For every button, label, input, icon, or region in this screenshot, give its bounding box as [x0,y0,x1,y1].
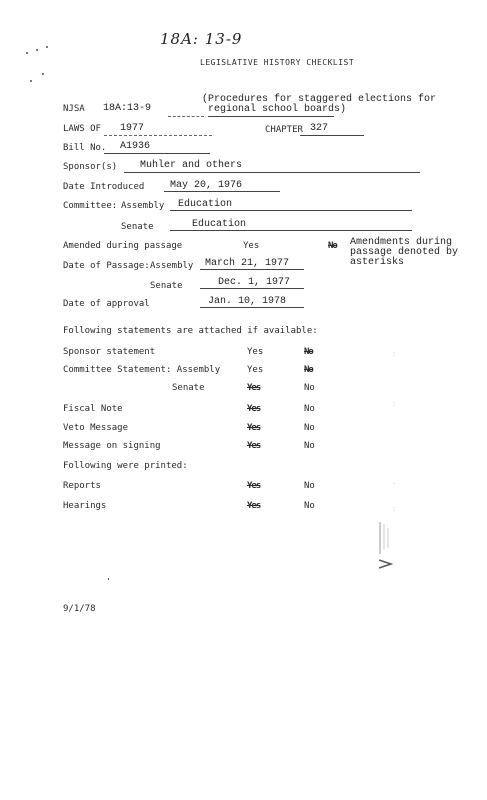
passage-label: Date of Passage: [63,261,150,271]
faint-stamp-icon [376,520,396,570]
faint-mark: : [392,350,397,358]
speck [36,49,38,51]
amended-no-struck: No [328,241,337,251]
passage-senate-underline [200,288,304,289]
speck [46,46,48,48]
statement-no-committee-senate: No [304,383,315,393]
statement-no-message-on-signing: No [304,441,315,451]
passage-assembly-underline [200,269,304,270]
committee-assembly-underline [170,210,412,211]
committee-senate-underline [170,230,412,231]
faint-mark: : [392,400,397,408]
printed-label-reports: Reports [63,481,101,491]
laws-value: 1977 [120,123,145,134]
faint-mark: · [392,480,397,488]
handwritten-reference: 18A: 13-9 [160,30,243,48]
speck [30,80,32,82]
approval-label: Date of approval [63,299,150,309]
statement-yes-struck-fiscal-note: Yes [247,404,261,414]
statement-label-message-on-signing: Message on signing [63,441,161,451]
page-title: LEGISLATIVE HISTORY CHECKLIST [200,58,355,67]
statement-no-fiscal-note: No [304,404,315,414]
amended-note-line1: Amendments during [350,237,453,248]
statement-yes-struck-message-on-signing: Yes [247,441,261,451]
committee-label: Committee: [63,201,118,211]
passage-senate-label: Senate [150,281,183,291]
committee-senate-label: Senate [121,222,154,232]
approval-underline [200,307,304,308]
njsa-description-line2: regional school boards) [208,104,347,115]
passage-senate-value: Dec. 1, 1977 [218,277,291,288]
committee-assembly-value: Education [178,199,233,210]
statement-label-committee-senate: Senate [172,383,205,393]
footer-date: 9/1/78 [63,604,96,614]
approval-value: Jan. 10, 1978 [208,296,287,307]
speck [26,52,28,54]
printed-heading: Following were printed: [63,461,188,471]
faint-mark: : [392,505,397,513]
attached-heading: Following statements are attached if available: [63,326,318,336]
njsa-description-line1: (Procedures for staggered elections for [202,94,437,105]
printed-yes-struck-reports: Yes [247,481,261,491]
njsa-label: NJSA [63,104,85,114]
date-introduced-underline [164,191,280,192]
printed-no-reports: No [304,481,315,491]
amended-label: Amended during passage [63,241,183,251]
committee-assembly-label: Assembly [121,201,165,211]
statement-yes-sponsor: Yes [247,347,264,357]
printed-label-hearings: Hearings [63,501,107,511]
speck [108,578,109,580]
njsa-description-underline [208,116,334,117]
date-introduced-value: May 20, 1976 [170,180,243,191]
statement-label-fiscal-note: Fiscal Note [63,404,123,414]
statement-label-committee-assembly: Committee Statement: Assembly [63,365,221,375]
bill-label: Bill No. [63,143,107,153]
printed-no-hearings: No [304,501,315,511]
chapter-underline [300,135,364,136]
passage-assembly-label: Assembly [150,261,194,271]
amended-yes: Yes [243,241,260,251]
statement-yes-struck-veto-message: Yes [247,423,261,433]
laws-underline [104,135,212,136]
statement-yes-struck-committee-senate: Yes [247,383,261,393]
passage-assembly-value: March 21, 1977 [205,258,290,269]
laws-label: LAWS OF [63,124,101,134]
speck [42,73,44,75]
sponsor-label: Sponsor(s) [63,162,118,172]
njsa-underline [168,116,204,117]
statement-yes-committee-assembly: Yes [247,365,264,375]
date-introduced-label: Date Introduced [63,182,145,192]
statement-label-sponsor: Sponsor statement [63,347,156,357]
amended-note-line2: passage denoted by [350,247,459,258]
amended-note-line3: asterisks [350,257,405,268]
printed-yes-struck-hearings: Yes [247,501,261,511]
statement-no-struck-committee-assembly: No [304,365,313,375]
sponsor-underline [124,172,420,173]
committee-senate-value: Education [192,219,247,230]
bill-underline [104,153,210,154]
bill-value: A1936 [120,141,151,152]
statement-no-struck-sponsor: No [304,347,313,357]
chapter-value: 327 [310,123,329,134]
njsa-value: 18A:13-9 [103,103,152,114]
sponsor-value: Muhler and others [140,160,243,171]
statement-label-veto-message: Veto Message [63,423,129,433]
statement-no-veto-message: No [304,423,315,433]
chapter-label: CHAPTER [265,125,303,135]
